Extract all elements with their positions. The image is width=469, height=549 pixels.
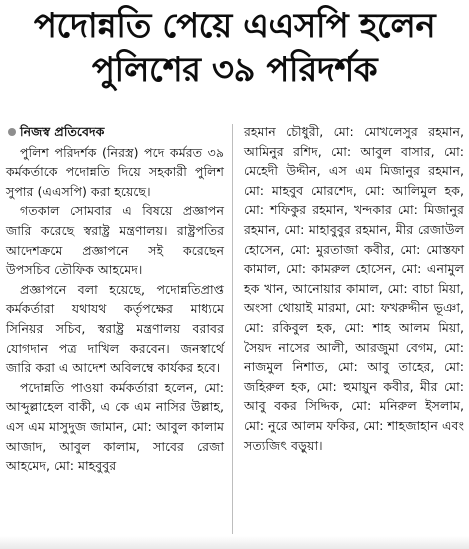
left-column <box>6 122 224 476</box>
bottom-edge <box>0 536 469 549</box>
paragraph-2: গতকাল সোমবার এ বিষয়ে প্রজ্ঞাপন জারি করেছে স্বরাষ্ট্র মন্ত্রণালয়। রাষ্ট্রপতির আদেশক্রমে প্রজ্ঞাপনে সই করেছেন উপসচিব তৌফিক আহমেদ। <box>6 203 224 278</box>
headline <box>0 4 469 92</box>
byline-text: নিজস্ব প্রতিবেদক <box>20 124 105 139</box>
paragraph-continued: রহমান চৌধুরী, মো: মোখলেসুর রহমান, আমিনুর রশিদ, মো: আবুল বাসার, মো: মেহেদী উদ্দীন, এস এম মিজানুর রহমান, মো: মাহবুব মোরশেদ, মো: আলিমুল হক, মো: শফিকুর রহমান, খন্দকার মো: মিজানুর রহমান, মো: মাহাবুবুর রহমান, মীর রেজাউল হোসেন, মো: মুরতাজা কবীর, মো: মোস্তফা কামাল, মো: কামরুল হোসেন, মো: এনামুল হক খান, আনোয়ার কামাল, মো: বাচা মিয়া, অংসা থোয়াই মারমা, মো: ফখরুদ্দীন ভূঞা, মো: রকিবুল হক, মো: শাহ আলম মিয়া, সৈয়দ নাসের আলী, আরজুমা বেগম, মো: নাজমুল নিশাত, মো: আবু তাহের, মো: জহিরুল হক, মো: হুমায়ুন কবীর, মীর মো: আবু বকর সিদ্দিক, মো: মনিরুল ইসলাম, মো: নুরে আলম ফকির, মো: শাহজাহান এবং সত্যজিৎ বড়ুয়া। <box>244 124 464 453</box>
paragraph-1: পুলিশ পরিদর্শক (নিরস্ত্র) পদে কর্মরত ৩৯ কর্মকর্তাকে পদোন্নতি দিয়ে সহকারী পুলিশ সুপার (এএসপি) করা হয়েছে। <box>6 144 224 199</box>
column-divider <box>232 124 233 534</box>
bullet-icon <box>8 128 16 136</box>
headline-line-1: পদোন্নতি পেয়ে এএসপি হলেন <box>33 6 436 46</box>
headline-line-2: পুলিশের ৩৯ পরিদর্শক <box>91 50 378 90</box>
byline <box>6 122 224 142</box>
right-column <box>244 122 464 455</box>
paragraph-3: প্রজ্ঞাপনে বলা হয়েছে, পদোন্নতিপ্রাপ্ত কর্মকর্তারা যথাযথ কর্তৃপক্ষের মাধ্যমে সিনিয়র সচিব, স্বরাষ্ট্র মন্ত্রণালয় বরাবর যোগদান পত্র দাখিল করবেন। জনস্বার্থে জারি করা এ আদেশ অবিলম্বে কার্যকর হবে। <box>6 281 224 376</box>
paragraph-4: পদোন্নতি পাওয়া কর্মকর্তারা হলেন, মো: আব্দুল্লাহেল বাকী, এ কে এম নাসির উল্লাহ, এস এম মাসুদুজ জামান, মো: আবুল কালাম আজাদ, আবুল কালাম, সাবের রেজা আহমেদ, মো: মাহবুবুর <box>6 379 224 474</box>
